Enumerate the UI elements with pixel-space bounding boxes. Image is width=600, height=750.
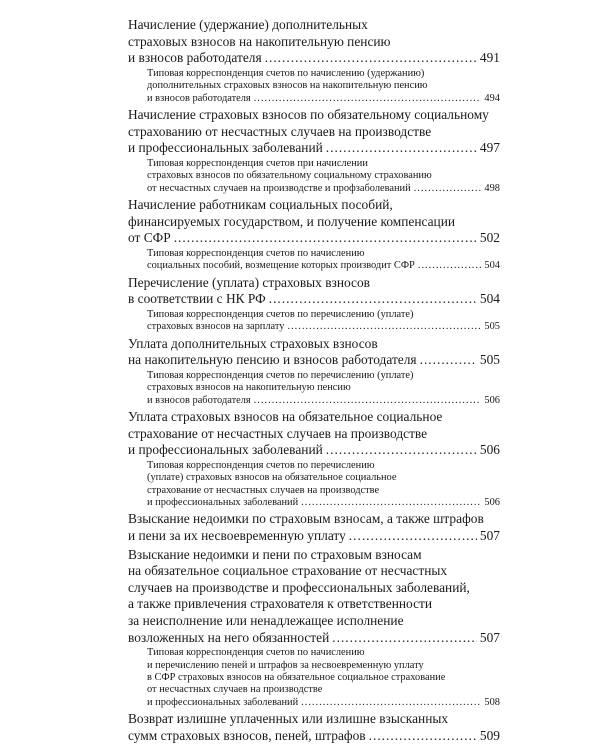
toc-entry-line: Начисление страховых взносов по обязательному социальному [128,107,489,122]
toc-entry-line: финансируемых государством, и получение компенсации [128,213,456,229]
toc-entry [128,275,500,308]
toc-page-number: 508 [484,696,500,708]
toc-entry-line: в соответствии с НК РФ [128,291,266,307]
toc-entry-line: и взносов работодателя [128,50,262,66]
toc-entry-line: от несчастных случаев на производстве и профзаболеваний [147,182,411,194]
toc-entry [128,511,500,544]
toc-page-number: 509 [479,727,500,743]
dot-leader [349,528,477,545]
toc-entry [147,309,500,334]
toc-entry [147,158,500,195]
toc-entry [128,711,500,744]
dot-leader [326,140,477,157]
toc-entry-line: страховых взносов на зарплату [147,321,285,333]
toc-entry-line: в СФР страховых взносов на обязательное социальное страхование [147,671,446,683]
toc-entry-last-line [128,352,500,369]
toc-page-number: 507 [479,629,500,645]
toc-page-number: 507 [479,528,500,543]
toc-entry-last-line [128,630,500,647]
toc-entry-line: Типовая корреспонденция счетов по начислению (удержанию) [147,67,425,79]
toc-entry-line: а также привлечения страхователя к ответственности [128,596,433,612]
toc-page-number: 502 [479,230,500,246]
toc-entry [128,409,500,459]
toc-entry-line: Перечисление (уплата) страховых взносов [128,274,370,290]
toc-entry-line: и взносов работодателя [147,394,251,406]
toc-entry-line: Типовая корреспонденция счетов по перечислению [147,459,375,471]
toc-entry [128,197,500,247]
dot-leader [254,93,482,105]
toc-page-number: 505 [479,352,500,368]
toc-entry-line: Уплата страховых взносов на обязательное социальное [128,409,443,424]
toc-entry [147,647,500,709]
toc-entry-line: страхование от несчастных случаев на производстве [147,484,380,496]
toc-entry [147,68,500,105]
dot-leader [254,395,482,407]
dot-leader [420,352,477,369]
toc-entry-last-line [147,93,500,105]
dot-leader [301,497,481,509]
toc-entry-line: Взыскание недоимки по страховым взносам, а также штрафов [128,511,484,527]
toc-entry-line: страхование от несчастных случаев на производстве [128,425,428,441]
toc-entry-last-line [128,728,500,745]
dot-leader [369,728,477,745]
toc-entry-line: Взыскание недоимки и пени по страховым взносам [128,546,422,562]
dot-leader [269,291,477,308]
dot-leader [301,697,481,709]
toc-entry-line: от несчастных случаев на производстве [147,684,323,696]
toc-entry-last-line [147,497,500,509]
toc-entry-last-line [128,230,500,247]
toc-entry-line: за неисполнение или ненадлежащее исполнение [128,612,404,628]
toc-page-number: 506 [484,394,500,406]
toc-entry-line: от СФР [128,230,171,246]
toc-entry-last-line [147,183,500,195]
toc-entry-line: Начисление работникам социальных пособий, [128,197,393,212]
dot-leader [332,630,477,647]
toc-page-number: 497 [479,140,500,156]
toc-entry [128,107,500,157]
toc-page-number: 494 [484,92,500,104]
toc-entry-line: и перечислению пеней и штрафов за несвоевременную уплату [147,659,424,671]
dot-leader [287,321,481,333]
toc-entry-line: страховых взносов по обязательному социальному страхованию [147,170,432,182]
toc-entry-last-line [128,140,500,157]
dot-leader [414,183,482,195]
toc-page-number: 505 [484,321,500,333]
dot-leader [265,50,477,67]
toc-entry [147,370,500,407]
toc-entry-line: и профессиональных заболеваний [128,140,323,156]
toc-entry-line: и пени за их несвоевременную уплату [128,528,346,543]
toc-entry-last-line [128,528,500,545]
toc-page-number: 506 [484,497,500,508]
toc-entry-line: возложенных на него обязанностей [128,629,330,645]
toc-page-number: 491 [479,50,500,66]
dot-leader [326,442,477,459]
toc-entry-line: Типовая корреспонденция счетов по перечислению (уплате) [147,308,414,320]
toc-entry-line: Типовая корреспонденция счетов по начислению [147,647,365,659]
toc-entry [128,17,500,67]
toc-entry-line: Типовая корреспонденция счетов по начислению [147,247,365,259]
toc-entry-line: страховых взносов на накопительную пенсию [128,33,391,49]
table-of-contents [128,15,500,744]
toc-entry [128,547,500,647]
toc-entry-line: Типовая корреспонденция счетов при начислении [147,157,368,169]
toc-entry-line: и профессиональных заболеваний [147,497,299,508]
toc-entry-line: дополнительных страховых взносов на накопительную пенсию [147,80,428,92]
toc-entry-last-line [147,395,500,407]
toc-entry-line: случаев на производстве и профессиональных заболеваний, [128,579,470,595]
toc-entry-line: (уплате) страховых взносов на обязательное социальное [147,472,397,484]
toc-entry-last-line [147,321,500,333]
toc-entry [147,248,500,273]
toc-entry-last-line [128,50,500,67]
dot-leader [418,260,482,272]
toc-page-number: 506 [479,442,500,458]
toc-entry-last-line [128,291,500,308]
dot-leader [174,230,477,247]
toc-entry-line: страховых взносов на накопительную пенсию [147,382,351,394]
toc-entry-line: на накопительную пенсию и взносов работодателя [128,352,417,368]
toc-entry [147,460,500,510]
toc-entry-line: Типовая корреспонденция счетов по перечислению (уплате) [147,369,414,381]
toc-entry-last-line [147,697,500,709]
toc-entry-last-line [147,260,500,272]
toc-entry-line: и взносов работодателя [147,92,251,104]
toc-entry-line: социальных пособий, возмещение которых производит СФР [147,260,415,272]
toc-entry-line: и профессиональных заболеваний [128,442,323,458]
toc-entry-last-line [128,442,500,459]
toc-page-number: 504 [479,291,500,307]
toc-entry-line: Начисление (удержание) дополнительных [128,17,368,32]
toc-entry-line: Уплата дополнительных страховых взносов [128,335,378,351]
toc-page-number: 504 [484,260,500,272]
toc-entry-line: сумм страховых взносов, пеней, штрафов [128,727,366,743]
toc-entry-line: и профессиональных заболеваний [147,696,299,708]
toc-entry-line: на обязательное социальное страхование от несчастных [128,563,448,579]
toc-entry-line: страхованию от несчастных случаев на производстве [128,123,432,139]
toc-entry-line: Возврат излишне уплаченных или излишне взысканных [128,711,449,727]
toc-entry [128,336,500,369]
toc-page-number: 498 [484,182,500,194]
